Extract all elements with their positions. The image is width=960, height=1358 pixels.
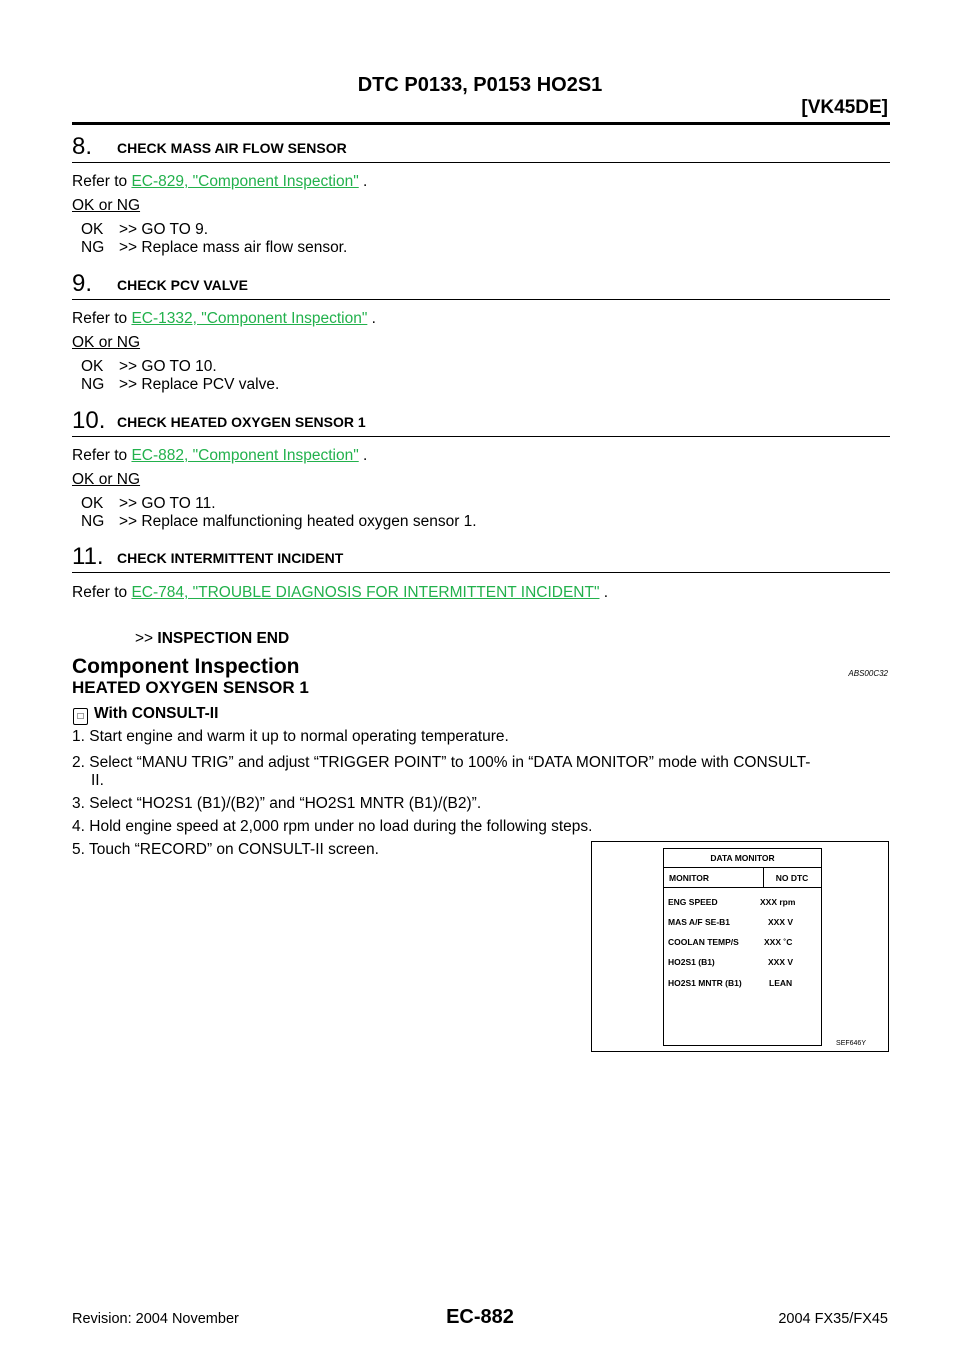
- revision-text: Revision: 2004 November: [72, 1311, 239, 1327]
- monitor-tab: MONITOR: [664, 867, 764, 888]
- step-number: 9.: [72, 270, 93, 297]
- ok-or-ng-label: OK or NG: [72, 471, 141, 488]
- procedure-step-3: 3. Select “HO2S1 (B1)/(B2)” and “HO2S1 MNTR (B1)/(B2)”.: [72, 795, 482, 812]
- step-number: 8.: [72, 133, 93, 160]
- monitor-item: COOLAN TEMP/S: [668, 937, 739, 947]
- ok-or-ng-label: OK or NG: [72, 334, 141, 351]
- ng-result: NG >> Replace PCV valve.: [81, 376, 280, 393]
- ok-result: OK >> GO TO 11.: [81, 495, 216, 512]
- screen-title: DATA MONITOR: [710, 853, 775, 863]
- procedure-step-1: 1. Start engine and warm it up to normal operating temperature.: [72, 728, 509, 745]
- monitor-value: XXX rpm: [760, 897, 796, 907]
- ok-result: OK >> GO TO 9.: [81, 221, 209, 238]
- step-11-heading: [72, 543, 890, 573]
- procedure-step-4: 4. Hold engine speed at 2,000 rpm under no load during the following steps.: [72, 818, 593, 835]
- step-number: 11.: [72, 543, 104, 570]
- monitor-value: XXX ˚C: [764, 937, 793, 947]
- monitor-item: HO2S1 MNTR (B1): [668, 978, 742, 988]
- step-11-refer: Refer to EC-784, "TROUBLE DIAGNOSIS FOR INTERMITTENT INCIDENT" .: [72, 584, 609, 601]
- ok-result: OK >> GO TO 10.: [81, 358, 217, 375]
- step-title: CHECK PCV VALVE: [117, 277, 248, 293]
- figure-code: SEF646Y: [836, 1040, 866, 1047]
- ref-link-ec-1332[interactable]: EC-1332, "Component Inspection": [131, 310, 368, 327]
- ref-link-ec-882[interactable]: EC-882, "Component Inspection": [131, 447, 359, 464]
- monitor-item: ENG SPEED: [668, 897, 718, 907]
- consult-screen-figure: [591, 841, 889, 1052]
- step-title: CHECK HEATED OXYGEN SENSOR 1: [117, 414, 366, 430]
- status-tab: NO DTC: [763, 867, 821, 888]
- step-title: CHECK MASS AIR FLOW SENSOR: [117, 140, 347, 156]
- step-8-heading: [72, 133, 890, 163]
- monitor-item: HO2S1 (B1): [668, 957, 715, 967]
- header-rule: [72, 122, 890, 125]
- section-title: Component Inspection: [72, 655, 300, 678]
- procedure-step-2-cont: II.: [91, 772, 104, 789]
- procedure-step-2: 2. Select “MANU TRIG” and adjust “TRIGGER POINT” to 100% in “DATA MONITOR” mode with CONSULT-: [72, 754, 811, 771]
- step-8-refer: Refer to EC-829, "Component Inspection" .: [72, 173, 368, 190]
- consult-tool-icon: □: [73, 708, 88, 725]
- section-code: ABS00C32: [848, 669, 888, 678]
- step-10-heading: [72, 407, 890, 437]
- ng-result: NG >> Replace mass air flow sensor.: [81, 239, 348, 256]
- step-9-refer: Refer to EC-1332, "Component Inspection" .: [72, 310, 376, 327]
- consult-label: With CONSULT-II: [94, 705, 219, 722]
- consult-screen: [663, 848, 822, 1046]
- model-text: 2004 FX35/FX45: [778, 1311, 888, 1327]
- monitor-value: XXX V: [768, 957, 794, 967]
- step-number: 10.: [72, 407, 106, 434]
- ng-result: NG >> Replace malfunctioning heated oxygen sensor 1.: [81, 513, 477, 530]
- step-10-refer: Refer to EC-882, "Component Inspection" .: [72, 447, 368, 464]
- inspection-end: >> INSPECTION END: [135, 630, 290, 647]
- engine-code: [VK45DE]: [801, 97, 888, 118]
- subsection-title: HEATED OXYGEN SENSOR 1: [72, 678, 309, 697]
- step-title: CHECK INTERMITTENT INCIDENT: [117, 550, 344, 566]
- monitor-item: MAS A/F SE-B1: [668, 917, 731, 927]
- monitor-value: LEAN: [769, 978, 793, 988]
- ref-link-ec-829[interactable]: EC-829, "Component Inspection": [131, 173, 359, 190]
- monitor-value: XXX V: [768, 917, 794, 927]
- step-9-heading: [72, 270, 890, 300]
- procedure-step-5: 5. Touch “RECORD” on CONSULT-II screen.: [72, 841, 379, 858]
- page-number: EC-882: [446, 1306, 514, 1328]
- ok-or-ng-label: OK or NG: [72, 197, 141, 214]
- page-title: DTC P0133, P0153 HO2S1: [357, 74, 603, 96]
- ref-link-ec-784[interactable]: EC-784, "TROUBLE DIAGNOSIS FOR INTERMITTENT INCIDENT": [131, 584, 600, 601]
